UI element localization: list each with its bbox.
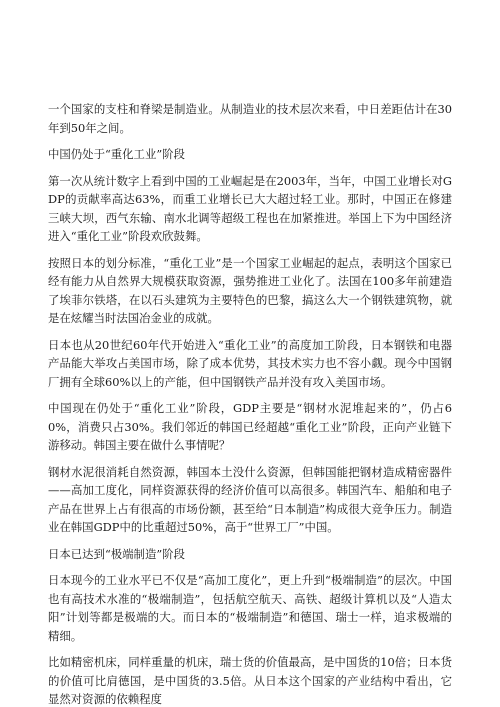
- paragraph-china-now: 中国现在仍处于“重化工业”阶段，GDP主要是“钢材水泥堆起来的”，仍占60%，消费只占30%。我们邻近的韩国已经超越“重化工业”阶段，正向产业链下游移动。韩国主要在做什么事情呢？: [48, 401, 452, 452]
- paragraph-japan-extreme: 日本现今的工业水平已不仅是“高加工度化”，更上升到“极端制造”的层次。中国也有高技术水准的“极端制造”，包括航空航天、高铁、超级计算机以及“人造太阳”计划等都是极端的大。而日本的“极端制造”和德国、瑞士一样，追求极端的精细。: [48, 573, 452, 643]
- paragraph-korea: 钢材水泥很消耗自然资源，韩国本土没什么资源，但韩国能把钢材造成精密器件——高加工度化，同样资源获得的经济价值可以高很多。韩国汽车、船舶和电子产品在世界上占有很高的市场份额，甚至给“日本制造”构成很大竞争压力。制造业在韩国GDP中的比重超过50%，高于“世界工厂”中国。: [48, 464, 452, 534]
- article-body: [48, 100, 452, 707]
- section-heading-extreme-manufacturing: 日本已达到“极端制造”阶段: [48, 546, 185, 561]
- paragraph-2003: 第一次从统计数字上看到中国的工业崛起是在2003年，当年，中国工业增长对GDP的贡献率高达63%，而重工业增长已大大超过轻工业。那时，中国正在修建三峡大坝，西气东输、南水北调等超级工程也在加紧推进。举国上下为中国经济进入“重化工业”阶段欢欣鼓舞。: [48, 173, 452, 243]
- paragraph-machine-tools: 比如精密机床，同样重量的机床，瑞士货的价值最高，是中国货的10倍；日本货的价值可比肩德国，是中国货的3.5倍。从日本这个国家的产业结构中看出，它显然对资源的依赖程度: [48, 655, 452, 706]
- paragraph-japan-standard: 按照日本的划分标准，“重化工业”是一个国家工业崛起的起点，表明这个国家已经有能力从自然界大规模获取资源，强势推进工业化了。法国在100多年前建造了埃菲尔铁塔，在以石头建筑为主要特色的巴黎，搞这么大一个钢铁建筑物，就是在炫耀当时法国冶金业的成就。: [48, 255, 452, 325]
- section-heading-heavy-industry: 中国仍处于“重化工业”阶段: [48, 147, 185, 161]
- paragraph-intro: 一个国家的支柱和脊梁是制造业。从制造业的技术层次来看，中日差距估计在30年到50年之间。: [48, 102, 452, 135]
- paragraph-japan-1960s: 日本也从20世纪60年代开始进入“重化工业”的高度加工阶段，日本钢铁和电器产品能大举攻占美国市场，除了成本优势，其技术实力也不容小觑。现今中国钢厂拥有全球60%以上的产能，但中国钢铁产品并没有攻入美国市场。: [48, 337, 452, 389]
